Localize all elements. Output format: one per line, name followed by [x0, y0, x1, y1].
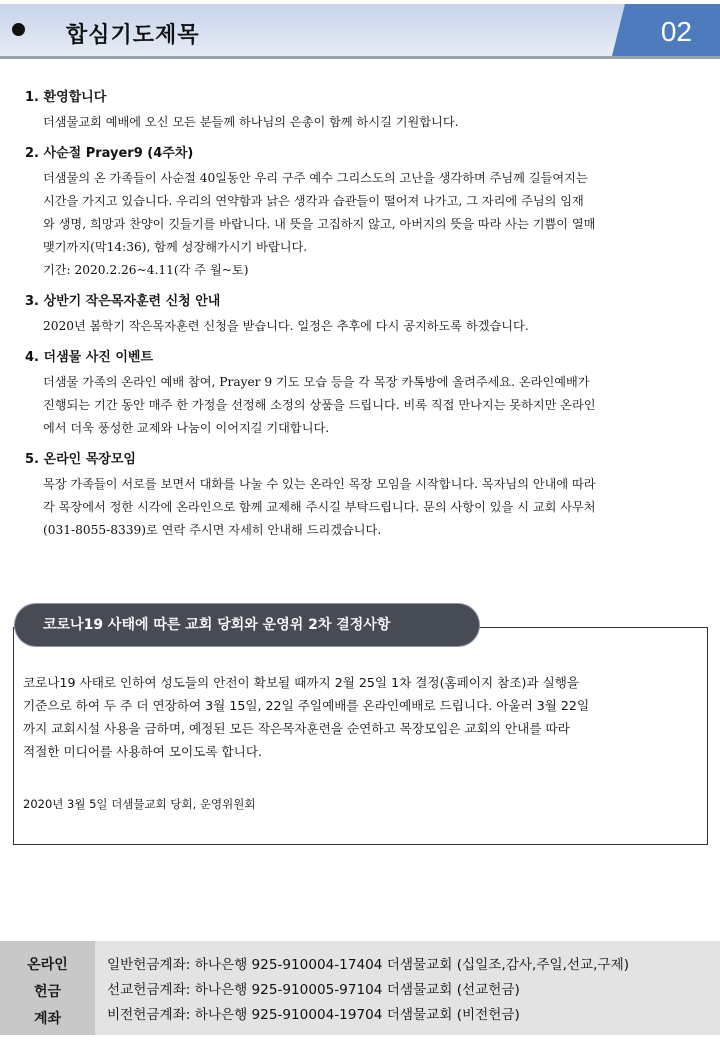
page-header — [0, 4, 720, 59]
item-body — [25, 470, 697, 542]
item-title: 1. 환영합니다 — [25, 90, 107, 105]
item-line: (031-8055-8339)로 연락 주시면 자세히 안내해 드리겠습니다. — [43, 523, 382, 537]
item-line: 더샘물교회 예배에 오신 모든 분들께 하나님의 은총이 함께 하시길 기원합니다. — [43, 115, 459, 129]
prayer-item — [25, 88, 697, 134]
item-title: 4. 더샘물 사진 이벤트 — [25, 350, 154, 365]
item-line: 더샘물의 온 가족들이 사순절 40일동안 우리 구주 예수 그리스도의 고난을 생각하며 주님께 길들여지는 — [43, 171, 588, 185]
prayer-items — [25, 88, 697, 552]
item-line: 시간을 가지고 있습니다. 우리의 연약함과 낡은 생각과 습관들이 떨어져 나가고, 그 자리에 주님의 임재 — [43, 194, 584, 208]
label-line: 헌금 — [33, 984, 62, 1000]
item-line: 에서 더욱 풍성한 교제와 나눔이 이어지길 기대합니다. — [43, 421, 330, 435]
notice-text — [23, 671, 701, 763]
offering-footer — [0, 941, 720, 1035]
item-line: 기간: 2020.2.26~4.11(각 주 월~토) — [43, 263, 249, 277]
item-line: 2020년 봄학기 작은목자훈련 신청을 받습니다. 일정은 추후에 다시 공지하도록 하겠습니다. — [43, 319, 529, 333]
item-line: 와 생명, 희망과 찬양이 깃들기를 바랍니다. 내 뜻을 고집하지 않고, 아버지의 뜻을 따라 사는 기쁨이 열매 — [43, 217, 596, 231]
account-line: 일반헌금계좌: 하나은행 925-910004-17404 더샘물교회 (십일조,감사,주일,선교,구제) — [107, 957, 630, 973]
item-body — [25, 108, 697, 134]
item-body — [25, 164, 697, 282]
item-line: 목장 가족들이 서로를 보면서 대화를 나눌 수 있는 온라인 목장 모임을 시작합니다. 목자님의 안내에 따라 — [43, 477, 596, 491]
prayer-item — [25, 292, 697, 338]
prayer-item — [25, 144, 697, 282]
account-line: 선교헌금계좌: 하나은행 925-910005-97104 더샘물교회 (선교헌금) — [107, 982, 520, 998]
prayer-item — [25, 348, 697, 440]
notice-line: 코로나19 사태로 인하여 성도들의 안전이 확보될 때까지 2월 25일 1차 결정(홈페이지 참조)과 실행을 — [23, 675, 580, 690]
item-line: 맺기까지(막14:36), 함께 성장해가시기 바랍니다. — [43, 240, 308, 254]
account-line: 비전헌금계좌: 하나은행 925-910004-19704 더샘물교회 (비전헌금) — [107, 1007, 520, 1023]
prayer-item — [25, 450, 697, 542]
account-list — [107, 953, 629, 1028]
notice-line: 기준으로 하여 두 주 더 연장하여 3월 15일, 22일 주일예배를 온라인예배로 드립니다. 아울러 3월 22일 — [23, 698, 590, 713]
item-body — [25, 312, 697, 338]
page-number: 02 — [660, 16, 692, 47]
item-body — [25, 368, 697, 440]
bullet-icon — [12, 23, 25, 36]
item-line: 진행되는 기간 동안 매주 한 가정을 선정해 소정의 상품을 드립니다. 비록 직접 만나지는 못하지만 온라인 — [43, 398, 596, 412]
notice-title: 코로나19 사태에 따른 교회 당회와 운영위 2차 결정사항 — [15, 604, 479, 646]
label-line: 온라인 — [27, 957, 68, 973]
item-line: 각 목장에서 정한 시각에 온라인으로 함께 교제해 주시길 부탁드립니다. 문의 사항이 있을 시 교회 사무처 — [43, 500, 596, 514]
label-line: 계좌 — [33, 1011, 62, 1027]
notice-line: 까지 교회시설 사용을 금하며, 예정된 모든 작은목자훈련을 순연하고 목장모임은 교회의 안내를 따라 — [23, 721, 570, 736]
offering-label — [0, 941, 95, 1035]
page-title: 합심기도제목 — [66, 23, 200, 48]
item-title: 5. 온라인 목장모임 — [25, 452, 136, 467]
notice-signature: 2020년 3월 5일 더샘물교회 당회, 운영위원회 — [23, 797, 256, 811]
notice-line: 적절한 미디어를 사용하여 모이도록 합니다. — [23, 744, 262, 759]
item-title: 3. 상반기 작은목자훈련 신청 안내 — [25, 294, 221, 309]
item-line: 더샘물 가족의 온라인 예배 참여, Prayer 9 기도 모습 등을 각 목장 카톡방에 올려주세요. 온라인예배가 — [43, 375, 590, 389]
item-title: 2. 사순절 Prayer9 (4주차) — [25, 146, 194, 161]
